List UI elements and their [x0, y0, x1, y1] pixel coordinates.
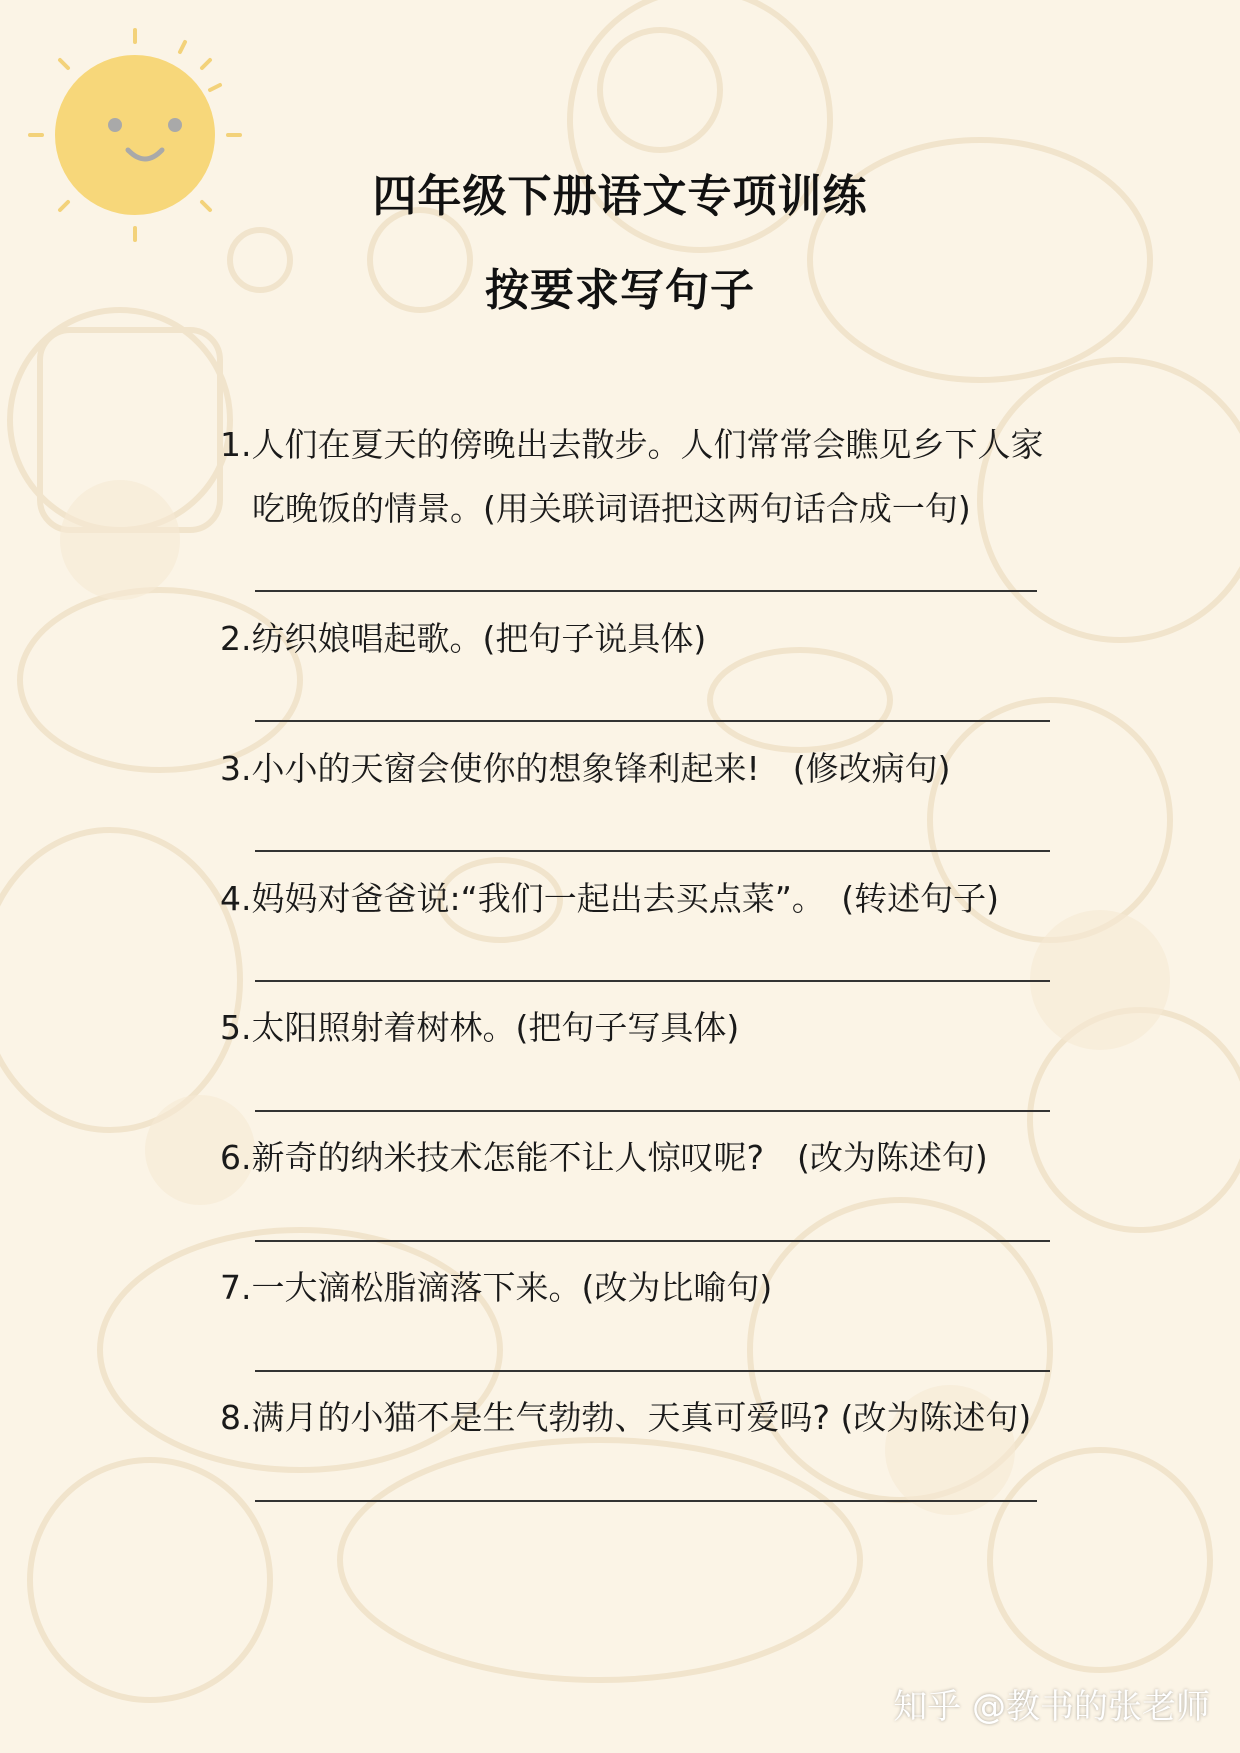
answer-line-1[interactable]	[255, 590, 1037, 592]
answer-line-2[interactable]	[255, 720, 1050, 722]
question-4: 4.妈妈对爸爸说:“我们一起出去买点菜”。 (转述句子)	[220, 879, 1000, 918]
question-7: 7.一大滴松脂滴落下来。(改为比喻句)	[220, 1268, 773, 1307]
answer-line-4[interactable]	[255, 980, 1050, 982]
question-8: 8.满月的小猫不是生气勃勃、天真可爱吗? (改为陈述句)	[220, 1398, 1032, 1437]
answer-line-5[interactable]	[255, 1110, 1050, 1112]
question-2: 2.纺织娘唱起歌。(把句子说具体)	[220, 619, 707, 658]
page-title: 四年级下册语文专项训练	[372, 171, 868, 222]
answer-line-6[interactable]	[255, 1240, 1050, 1242]
page-subtitle: 按要求写句子	[485, 265, 755, 316]
answer-line-8[interactable]	[255, 1500, 1037, 1502]
question-5: 5.太阳照射着树林。(把句子写具体)	[220, 1008, 740, 1047]
question-6: 6.新奇的纳米技术怎能不让人惊叹呢? (改为陈述句)	[220, 1138, 988, 1177]
answer-line-3[interactable]	[255, 850, 1050, 852]
question-1-line-2: 吃晚饭的情景。(用关联词语把这两句话合成一句)	[252, 489, 971, 528]
question-3: 3.小小的天窗会使你的想象锋利起来! (修改病句)	[220, 749, 951, 788]
question-1-line-1: 1.人们在夏天的傍晚出去散步。人们常常会瞧见乡下人家	[220, 425, 1044, 464]
answer-line-7[interactable]	[255, 1370, 1050, 1372]
watermark: 知乎 @教书的张老师	[893, 1687, 1210, 1727]
